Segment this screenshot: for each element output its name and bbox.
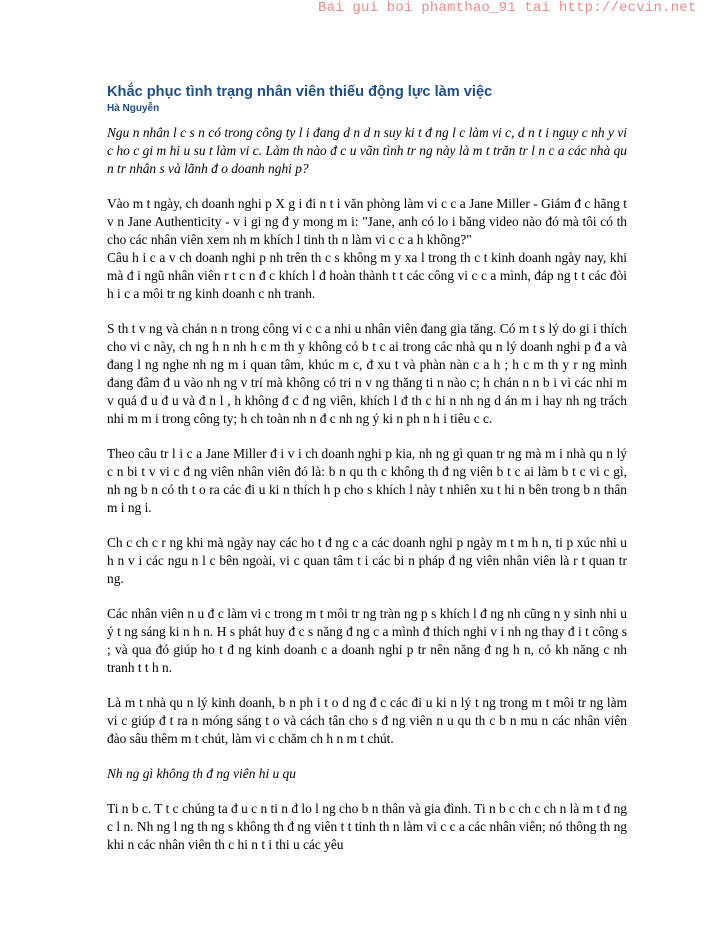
article-author: Hà Nguyễn	[107, 103, 160, 114]
paragraph-6: Các nhân viên n u đ c làm vi c trong m t môi tr ng tràn ng p s khích l đ ng nh cũng n y sinh nhi u ý t ng sáng ki n h n. H s phát huy đ c s năng đ ng c a mình đ thích nghi v i nh ng thay đ i t công s ; và qua đó giúp ho t đ ng kinh doanh c a doanh nghi p tr nên năng đ ng h n, có kh năng c nh tranh t t h n.	[107, 606, 627, 675]
section-subheading: Nh ng gì không th đ ng viên hi u qu	[107, 766, 296, 781]
article	[107, 84, 627, 854]
paragraph-7: Là m t nhà qu n lý kinh doanh, b n ph i t o d ng đ c các đi u ki n lý t ng trong m t môi tr ng làm vi c giúp đ t ra n móng sáng t o và cách tân cho s đ ng viên n u qu th c b n mu n các nhân viên đào sâu thêm m t chút, làm vi c chăm ch h n m t chút.	[107, 695, 627, 746]
paragraph-3: S th t v ng và chán n n trong công vi c c a nhi u nhân viên đang gia tăng. Có m t s lý do gi i thích cho vi c này, ch ng h n nh h c m th y không có b t c ai trong các nhà qu n lý doanh nghi p đ a và đang l ng nghe nh ng m i quan tâm, khúc m c, đ xu t và phàn nàn c a h ; h c m th y r ng mình đang đâm đ u vào nh ng v trí mà không có tri n v ng thăng ti n nào c; h chán n n b i vì các nhi m v quá đ u đ u và đ n l , h không đ c đ ng viên, khích l đ th c hi n nh ng d án m i hay nh ng trách nhi m m i trong công ty; h ch toàn nh n đ c nh ng ý ki n ph n h i tiêu c c.	[107, 321, 627, 426]
paragraph-1: Vào m t ngày, ch doanh nghi p X g i đi n t i văn phòng làm vi c c a Jane Miller - Giám đ c hãng t v n Jane Authenticity - v i gi ng đ y mong m i: "Jane, anh có lo i băng video nào đó mà tôi có th cho các nhân viên xem nh m khích l tinh th n làm vi c c a h không?"	[107, 196, 627, 247]
paragraph-2: Câu h i c a v ch doanh nghi p nh trên th c s không m y xa l trong th c t kinh doanh ngày nay, khi mà đ i ngũ nhân viên r t c n đ c khích l đ hoàn thành t t các công vi c c a mình, đáp ng t t các đòi h i c a môi tr ng kinh doanh c nh tranh.	[107, 250, 627, 301]
paragraph-5: Ch c ch c r ng khi mà ngày nay các ho t đ ng c a các doanh nghi p ngày m t m h n, ti p xúc nhi u h n v i các ngu n l c bên ngoài, vi c quan tâm t i các bi n pháp đ ng viên nhân viên là r t quan tr ng.	[107, 535, 627, 586]
paragraph-closing: Ti n b c. T t c chúng ta đ u c n ti n đ lo l ng cho b n thân và gia đình. Ti n b c ch c ch n là m t đ ng c l n. Nh ng l ng th ng s không th đ ng viên t t tinh th n làm vi c c a các nhân viên; nó thông th ng khi n các nhân viên th c hi n t i thi u các yêu	[107, 801, 627, 852]
article-lead: Ngu n nhân l c s n có trong công ty l i đang d n d n suy ki t đ ng l c làm vi c, d n t i nguy c nh y vi c ho c gi m hi u su t làm vi c. Làm th nào đ c u vãn tình tr ng này là m t trăn tr l n c a các nhà qu n tr nhân s và lãnh đ o doanh nghi p?	[107, 125, 627, 176]
watermark: Bai gui boi phamthao_91 tai http://ecvin.net	[318, 0, 697, 16]
paragraph-4: Theo câu tr l i c a Jane Miller đ i v i ch doanh nghi p kia, nh ng gì quan tr ng mà m i nhà qu n lý c n bi t v vi c đ ng viên nhân viên đó là: b n qu th c không th đ ng viên b t c ai làm b t c vi c gì, nh ng b n có th t o ra các đi u ki n thích h p cho s khích l này t nhiên xu t hi n bên trong b n thân m i ng i.	[107, 446, 627, 515]
article-title: Khắc phục tình trạng nhân viên thiếu động lực làm việc	[107, 84, 493, 100]
